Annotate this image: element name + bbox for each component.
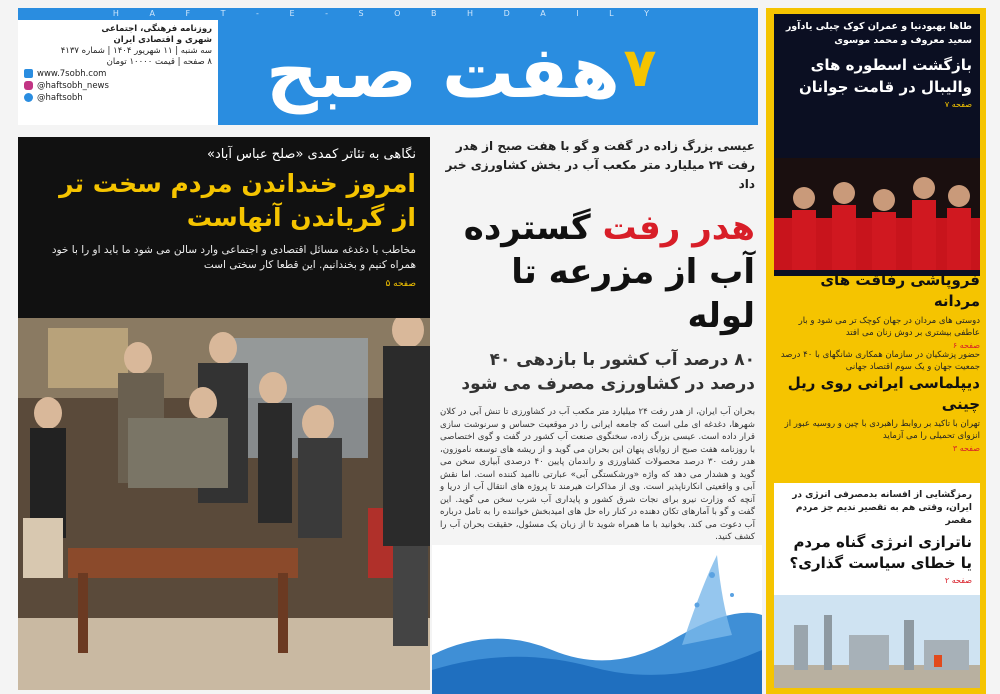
- theatre-kicker: نگاهی به تئاتر کمدی «صلح عباس آباد»: [207, 147, 416, 162]
- telegram-icon: [24, 93, 33, 102]
- issue-tagline-2: شهری و اقتصادی ایران: [113, 35, 212, 45]
- masthead: [18, 8, 758, 125]
- theatre-headline: امروز خنداندن مردم سخت تر از گریاندن آنهاست: [59, 169, 416, 232]
- instagram-icon: [24, 81, 33, 90]
- volleyball-players-photo: [774, 158, 980, 270]
- friendship-page-ref: صفحه ۶: [952, 341, 980, 350]
- theatre-page-ref: صفحه ۵: [385, 279, 416, 289]
- main-subhead: ۸۰ درصد آب کشور با بازدهی ۴۰ درصد در کشاورزی مصرف می شود: [461, 350, 755, 394]
- volleyball-headline: بازگشت اسطوره های والیبال در قامت جوانان: [798, 56, 972, 96]
- diplomacy-page-ref: صفحه ۳: [952, 444, 980, 453]
- headline-red-part: هدر رفت: [602, 208, 755, 248]
- water-splash-image: [432, 545, 762, 694]
- sidebar: [766, 8, 986, 694]
- volleyball-page-ref: صفحه ۷: [944, 100, 972, 109]
- diplomacy-headline: دیپلماسی ایرانی روی ریل چینی: [787, 374, 980, 413]
- main-headline: [440, 206, 755, 338]
- theatre-photo: [18, 318, 430, 690]
- headline-line-2: آب از مزرعه تا لوله: [511, 252, 755, 336]
- headline-black-part: گسترده: [463, 208, 591, 248]
- stage-scene-image: [18, 318, 430, 690]
- website-link[interactable]: www.7sobh.com: [24, 68, 212, 80]
- instagram-link[interactable]: @haftsobh_news: [24, 80, 212, 92]
- friendship-summary: دوستی های مردان در جهان کوچک تر می شود و بار عاطفی بیشتری بر دوش زنان می افتد: [798, 316, 980, 338]
- main-body: بحران آب ایران، از هدر رفت ۲۴ میلیارد متر مکعب آب در کشاورزی تا تنش آبی در کلان شهرها، دغدغه ای ملی است که جامعه ایرانی را در موقعیت حساس و سرنوشت سازی قرار داده است. عیسی بزرگ زاده، سخنگوی صنعت آب کشور در گفت و گوی اختصاصی با روزنامه هفت صبح از زوایای پنهان این بحران می گوید و از ریشه های توسعه ناموزون، هدر رفت ۳۰ درصد محصولات کشاورزی و راندمان پایین ۴۰ درصدی آبیاری سخن می گوید و هشدار می دهد که واژه «ورشکستگی آبی» عبارتی ناامید کننده است. اما نقش آبی و واقعیتی انکارناپذیر است. وی از مذاکرات هیرمند تا پروژه های انتقال آب از دریا و آنچه که وزارت نیرو برای نجات شرق کشور و پایداری آب شرب سخن می گوید. این گفت و گو با آمارهای تکان دهنده در کنار راه حل های امیدبخش خواننده را به تامل درباره آب دعوت می کند. بخوانید با ما همراه شوید تا از زبان یک مسئول، حقیقت بحران آب را کشف کنید.: [440, 407, 756, 542]
- energy-page-ref: صفحه ۲: [944, 576, 972, 585]
- refinery-photo: [774, 595, 980, 688]
- main-kicker: عیسی بزرگ زاده در گفت و گو با هفت صبح از هدر رفت ۲۴ میلیارد متر مکعب آب در بخش کشاورزی خبر داد: [445, 139, 755, 191]
- energy-kicker: رمزگشایی از افسانه بدمصرفی انرژی در ایران، وقتی هم به تقصیر ندیم جز مردم مقصر: [792, 490, 972, 526]
- issue-tagline: روزنامه فرهنگی، اجتماعی: [101, 24, 212, 34]
- telegram-link[interactable]: @haftsobh: [24, 92, 212, 104]
- theatre-story[interactable]: [18, 137, 430, 318]
- issue-price: ۸ صفحه | قیمت ۱۰۰۰۰ تومان: [106, 57, 212, 67]
- diplomacy-story[interactable]: [774, 346, 980, 453]
- energy-headline: ناترازی انرژی گناه مردم یا خطای سیاست گذاری؟: [789, 533, 972, 572]
- issue-date: سه شنبه | ۱۱ شهریور ۱۴۰۴ | شماره ۴۱۳۷: [60, 46, 212, 56]
- newspaper-logo: هفت صبح: [266, 30, 620, 114]
- diplomacy-kicker: حضور پزشکیان در سازمان همکاری شانگهای با ۴۰ درصد جمعیت جهان و یک سوم اقتصاد جهانی: [780, 350, 980, 372]
- energy-story[interactable]: [774, 483, 980, 688]
- issue-info-box: [18, 20, 218, 125]
- friendship-story[interactable]: [774, 270, 980, 350]
- globe-icon: [24, 69, 33, 78]
- logo-number: ۷: [623, 36, 657, 99]
- volleyball-kicker: طاها بهبودنیا و عمران کوک چیلی یادآور سعید معروف و محمد موسوی: [785, 21, 972, 46]
- friendship-headline: فروپاشی رفاقت های مردانه: [820, 271, 980, 310]
- theatre-summary: مخاطب با دغدغه مسائل اقتصادی و اجتماعی وارد سالن می شود ما باید او را با خود همراه کنیم و بخندانیم. این قطعا کار سختی است: [51, 244, 416, 271]
- main-story[interactable]: [440, 137, 755, 562]
- masthead-strip: H A F T - E - S O B H D A I L Y: [112, 9, 664, 18]
- diplomacy-summary: تهران با تاکید بر روابط راهبردی با چین و روسیه عبور از انزوای تحمیلی را می آزماید: [784, 419, 980, 441]
